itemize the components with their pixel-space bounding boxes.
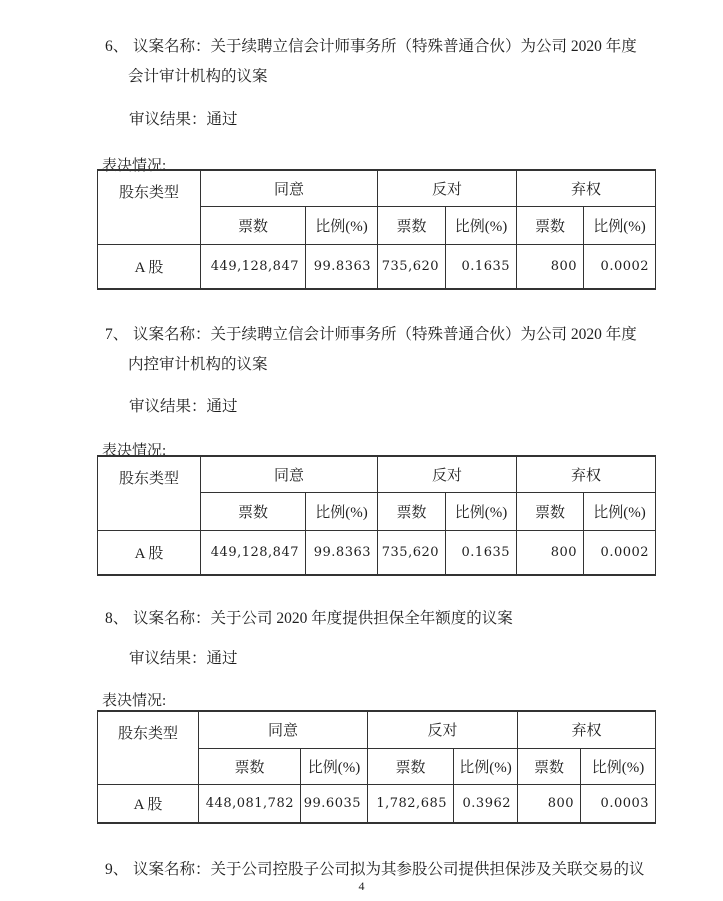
col-agree-ratio: 比例(%) [306,492,378,530]
proposal-8-title-text: 议案名称：关于公司 2020 年度提供担保全年额度的议案 [133,610,513,627]
table-row [98,784,656,823]
col-oppose-votes: 票数 [368,748,454,784]
page-number: 4 [358,879,365,893]
col-abstain-votes: 票数 [517,206,584,244]
proposal-9-title-line1 [105,862,645,878]
proposal-8-number: 8、 [105,610,129,627]
cell-abstain-votes: 800 [518,784,581,823]
cell-agree-ratio: 99.8363 [306,530,378,575]
col-oppose-votes: 票数 [378,492,446,530]
cell-agree-votes: 449,128,847 [201,244,306,289]
col-agree-votes: 票数 [201,206,306,244]
col-agree-votes: 票数 [201,492,306,530]
cell-agree-ratio: 99.6035 [301,784,368,823]
col-group-abstain: 弃权 [517,170,656,206]
cell-shareholder: A 股 [98,244,201,289]
proposal-6-result: 审议结果：通过 [129,111,238,128]
voting-table-6 [97,169,656,290]
cell-abstain-ratio: 0.0002 [584,530,656,575]
col-oppose-ratio: 比例(%) [454,748,518,784]
col-abstain-ratio: 比例(%) [584,206,656,244]
table-row [98,244,656,289]
proposal-9-title-text: 议案名称：关于公司控股子公司拟为其参股公司提供担保涉及关联交易的议 [133,861,645,878]
col-shareholder-type: 股东类型 [98,711,199,784]
cell-shareholder: A 股 [98,530,201,575]
col-abstain-votes: 票数 [518,748,581,784]
cell-oppose-ratio: 0.1635 [446,244,517,289]
cell-abstain-ratio: 0.0002 [584,244,656,289]
proposal-6-title-text: 议案名称：关于续聘立信会计师事务所（特殊普通合伙）为公司 2020 年度 [133,38,637,55]
proposal-6-title-line2: 会计审计机构的议案 [128,68,268,85]
cell-oppose-ratio: 0.3962 [454,784,518,823]
col-agree-ratio: 比例(%) [301,748,368,784]
col-group-agree: 同意 [201,456,378,492]
cell-agree-ratio: 99.8363 [306,244,378,289]
col-oppose-votes: 票数 [378,206,446,244]
col-group-oppose: 反对 [368,711,518,748]
cell-oppose-ratio: 0.1635 [446,530,517,575]
cell-abstain-votes: 800 [517,244,584,289]
cell-abstain-ratio: 0.0003 [581,784,656,823]
col-group-agree: 同意 [201,170,378,206]
cell-agree-votes: 448,081,782 [199,784,301,823]
col-shareholder-type: 股东类型 [98,170,201,244]
proposal-7-number: 7、 [105,326,129,343]
col-abstain-ratio: 比例(%) [584,492,656,530]
cell-oppose-votes: 735,620 [378,244,446,289]
proposal-6-title-line1 [105,39,637,55]
proposal-7-voting-label: 表决情况: [102,443,167,459]
voting-table-7 [97,455,656,576]
col-group-oppose: 反对 [378,456,517,492]
col-group-abstain: 弃权 [517,456,656,492]
proposal-7-title-line1 [105,327,637,343]
col-agree-votes: 票数 [199,748,301,784]
col-oppose-ratio: 比例(%) [446,492,517,530]
voting-table-8 [97,710,656,824]
table-row [98,530,656,575]
cell-shareholder: A 股 [98,784,199,823]
proposal-9-number: 9、 [105,861,129,878]
col-agree-ratio: 比例(%) [306,206,378,244]
col-abstain-votes: 票数 [517,492,584,530]
proposal-6-number: 6、 [105,38,129,55]
proposal-8-voting-label: 表决情况: [102,693,167,709]
proposal-7-result: 审议结果：通过 [129,398,238,415]
col-group-oppose: 反对 [378,170,517,206]
proposal-7-title-line2: 内控审计机构的议案 [128,356,268,373]
cell-agree-votes: 449,128,847 [201,530,306,575]
proposal-6-voting-label: 表决情况: [102,158,167,174]
proposal-8-title-line1 [105,611,513,627]
cell-oppose-votes: 1,782,685 [368,784,454,823]
col-group-agree: 同意 [199,711,368,748]
proposal-7-title-text: 议案名称：关于续聘立信会计师事务所（特殊普通合伙）为公司 2020 年度 [133,326,637,343]
col-shareholder-type: 股东类型 [98,456,201,530]
proposal-8-result: 审议结果：通过 [129,650,238,667]
cell-abstain-votes: 800 [517,530,584,575]
col-oppose-ratio: 比例(%) [446,206,517,244]
col-abstain-ratio: 比例(%) [581,748,656,784]
col-group-abstain: 弃权 [518,711,656,748]
cell-oppose-votes: 735,620 [378,530,446,575]
